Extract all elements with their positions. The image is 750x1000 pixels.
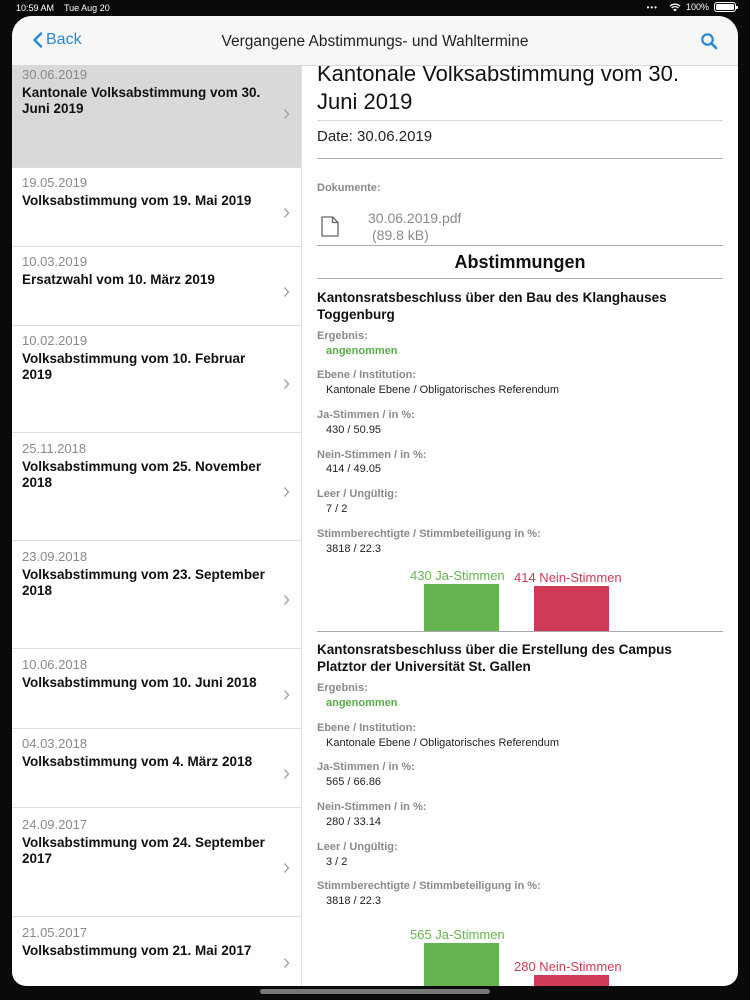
divider: [317, 158, 723, 159]
result-label: Ergebnis:: [317, 682, 368, 694]
status-date: Tue Aug 20: [64, 3, 110, 13]
list-item-date: 10.06.2018: [22, 657, 88, 672]
vote-chart: [317, 562, 723, 632]
detail-date: Date: 30.06.2019: [317, 128, 433, 145]
yes-bar: [424, 584, 499, 632]
chevron-right-icon: [283, 957, 290, 969]
yes-votes-value: 430 / 50.95: [326, 424, 382, 436]
eligible-value: 3818 / 22.3: [326, 895, 382, 907]
document-link[interactable]: 30.06.2019.pdf: [368, 210, 462, 226]
document-size: (89.8 kB): [372, 227, 429, 243]
battery-percent: 100%: [685, 2, 709, 12]
eligible-label: Stimmberechtigte / Stimmbeteiligung in %:: [317, 528, 541, 540]
list-item-date: 23.09.2018: [22, 549, 88, 564]
chevron-right-icon: [283, 486, 290, 498]
document-icon[interactable]: [321, 216, 339, 237]
multitasking-dots-icon: •••: [646, 2, 658, 12]
list-item-date: 24.09.2017: [22, 817, 88, 832]
list-item-date: 10.03.2019: [22, 254, 88, 269]
detail-title: Kantonale Volksabstimmung vom 30. Juni 2019: [317, 66, 679, 114]
yes-votes-value: 565 / 66.86: [326, 776, 382, 788]
list-item[interactable]: [12, 66, 302, 168]
list-item[interactable]: [12, 332, 302, 433]
divider: [317, 120, 723, 121]
eligible-value: 3818 / 22.3: [326, 543, 382, 555]
home-indicator[interactable]: [260, 989, 490, 994]
list-item-title: Volksabstimmung vom 23. September 2018: [22, 567, 265, 598]
chevron-right-icon: [283, 862, 290, 874]
level-label: Ebene / Institution:: [317, 369, 416, 381]
yes-bar-label: 565 Ja-Stimmen: [410, 926, 505, 942]
list-item-title: Volksabstimmung vom 10. Februar 2019: [22, 351, 246, 382]
result-value: angenommen: [326, 345, 398, 357]
no-bar: [534, 975, 609, 986]
list-item-date: 30.06.2019: [22, 67, 88, 82]
vote-chart: [317, 916, 723, 986]
chevron-right-icon: [283, 594, 290, 606]
list-item[interactable]: [12, 735, 302, 808]
list-item-date: 19.05.2019: [22, 175, 88, 190]
eligible-label: Stimmberechtigte / Stimmbeteiligung in %:: [317, 880, 541, 892]
no-votes-value: 280 / 33.14: [326, 816, 382, 828]
vote-title: Kantonsratsbeschluss über die Erstellung des Campus Platztor der Universität St. Gallen: [317, 642, 672, 674]
vote-title: Kantonsratsbeschluss über den Bau des Klanghauses Toggenburg: [317, 290, 667, 322]
documents-label: Dokumente:: [317, 182, 381, 194]
level-value: Kantonale Ebene / Obligatorisches Referendum: [326, 737, 559, 749]
list-item[interactable]: [12, 924, 302, 986]
divider: [317, 245, 723, 246]
list-item-date: 04.03.2018: [22, 736, 88, 751]
status-bar: [0, 0, 750, 16]
chevron-right-icon: [283, 689, 290, 701]
list-item-title: Volksabstimmung vom 10. Juni 2018: [22, 675, 257, 690]
chevron-right-icon: [283, 286, 290, 298]
result-label: Ergebnis:: [317, 330, 368, 342]
appointment-list: [12, 66, 302, 986]
page-title: Vergangene Abstimmungs- und Wahltermine: [221, 33, 529, 50]
back-label: Back: [46, 31, 82, 48]
search-icon[interactable]: [700, 32, 718, 50]
list-item-date: 10.02.2019: [22, 333, 88, 348]
list-item-title: Ersatzwahl vom 10. März 2019: [22, 272, 215, 287]
app-screen: [12, 16, 738, 986]
empty-invalid-label: Leer / Ungültig:: [317, 488, 398, 500]
list-item-title: Volksabstimmung vom 4. März 2018: [22, 754, 253, 769]
yes-bar: [424, 943, 499, 986]
list-item[interactable]: [12, 656, 302, 729]
list-item[interactable]: [12, 174, 302, 247]
list-item-title: Volksabstimmung vom 19. Mai 2019: [22, 193, 252, 208]
chevron-right-icon: [283, 108, 290, 120]
list-item-date: 25.11.2018: [22, 441, 87, 456]
no-votes-label: Nein-Stimmen / in %:: [317, 801, 427, 813]
status-time: 10:59 AM: [16, 3, 55, 13]
list-item-title: Volksabstimmung vom 25. November 2018: [22, 459, 262, 490]
no-bar: [534, 586, 609, 632]
yes-votes-label: Ja-Stimmen / in %:: [317, 409, 415, 421]
detail-pane: [317, 66, 723, 986]
list-item-title: Volksabstimmung vom 24. September 2017: [22, 835, 265, 866]
yes-votes-label: Ja-Stimmen / in %:: [317, 761, 415, 773]
chevron-right-icon: [283, 768, 290, 780]
navigation-bar: [12, 16, 738, 66]
list-item[interactable]: [12, 440, 302, 541]
no-bar-label: 280 Nein-Stimmen: [514, 958, 622, 974]
chevron-right-icon: [283, 378, 290, 390]
section-title: Abstimmungen: [454, 252, 586, 272]
chevron-right-icon: [283, 207, 290, 219]
divider: [317, 631, 723, 632]
empty-invalid-value: 7 / 2: [326, 503, 348, 515]
list-item-title: Kantonale Volksabstimmung vom 30. Juni 2019: [22, 85, 261, 116]
yes-bar-label: 430 Ja-Stimmen: [410, 568, 505, 583]
no-bar-label: 414 Nein-Stimmen: [514, 569, 622, 585]
list-item[interactable]: [12, 548, 302, 649]
list-item-date: 21.05.2017: [22, 925, 88, 940]
list-item[interactable]: [12, 253, 302, 326]
divider: [317, 278, 723, 279]
no-votes-value: 414 / 49.05: [326, 463, 382, 475]
battery-icon: [714, 2, 736, 12]
list-item-title: Volksabstimmung vom 21. Mai 2017: [22, 943, 252, 958]
list-item[interactable]: [12, 816, 302, 917]
no-votes-label: Nein-Stimmen / in %:: [317, 449, 427, 461]
wifi-icon: [669, 3, 681, 12]
empty-invalid-value: 3 / 2: [326, 856, 348, 868]
level-label: Ebene / Institution:: [317, 722, 416, 734]
empty-invalid-label: Leer / Ungültig:: [317, 841, 398, 853]
level-value: Kantonale Ebene / Obligatorisches Referendum: [326, 384, 559, 396]
result-value: angenommen: [326, 697, 398, 709]
